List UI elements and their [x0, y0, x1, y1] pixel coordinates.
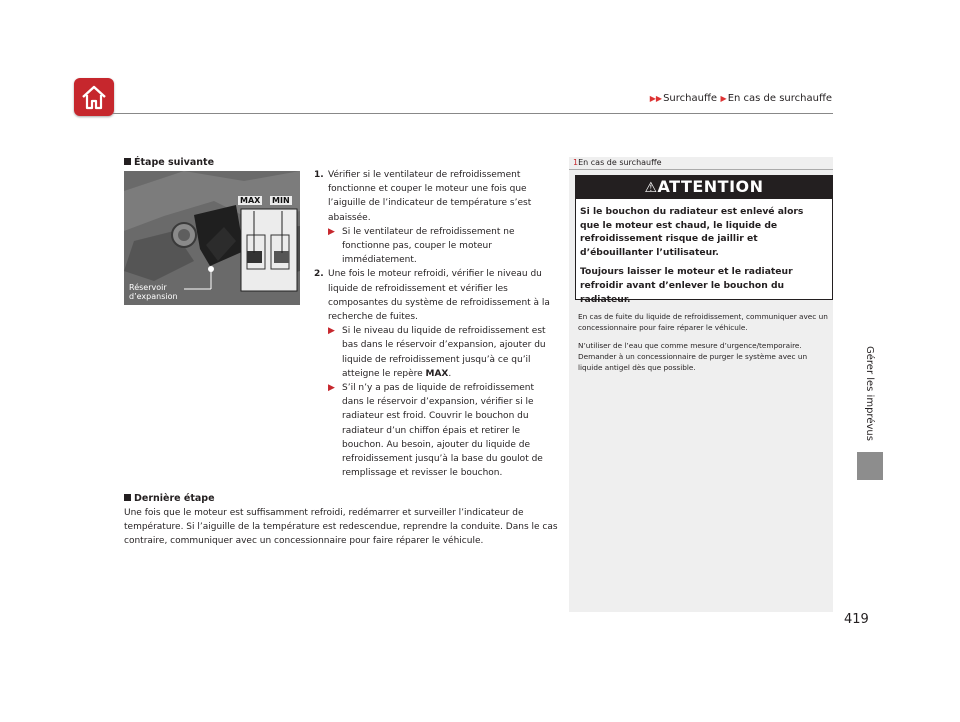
step-2-note-b: ▶ S’il n’y a pas de liquide de refroidissement dans le réservoir d’expansion, vérifier si le radiateur est froid. Couvrir le bouchon du radiateur d’un chiffon épais et retirer le bouchon. Au besoin, ajouter du liquide de refroidissement jusqu’à la base du goulot de remplissage et revisser le bouchon.: [328, 383, 543, 479]
min-label: MIN: [272, 196, 290, 205]
warning-header: ⚠ATTENTION: [575, 175, 833, 199]
chevron-right-icon: ▶: [717, 94, 727, 103]
last-step-text: Une fois que le moteur est suffisamment refroidi, redémarrer et surveiller l’indicateur de température. Si l’aiguille de la température est redescendue, reprendre la conduite. Dans le cas contraire, communiquer avec un concessionnaire pour faire réparer le véhicule.: [124, 508, 558, 547]
home-button[interactable]: [74, 78, 114, 116]
section-heading-next-step: Étape suivante: [124, 157, 214, 168]
triangle-bullet-icon: ▶: [328, 383, 335, 394]
bullet-square-icon: [124, 494, 131, 501]
breadcrumb: [649, 93, 832, 104]
home-icon: [80, 83, 108, 111]
reservoir-label: Réservoir d’expansion: [129, 283, 178, 301]
step-2: 2. Une fois le moteur refroidi, vérifier le niveau du liquide de refroidissement et vérifier les composantes du système de refroidissement à la recherche de fuites.: [314, 269, 550, 323]
page-number: 419: [844, 612, 869, 627]
bullet-square-icon: [124, 158, 131, 165]
engine-bay-photo: [124, 171, 300, 305]
warning-text: Si le bouchon du radiateur est enlevé alors que le moteur est chaud, le liquide de refroidissement risque de jaillir et d’ébouillanter l’utilisateur. Toujours laisser le moteur et le radiateur refroidir avant d’enlever le bouchon du radiateur.: [580, 206, 804, 305]
max-label: MAX: [240, 196, 261, 205]
header-divider: [113, 113, 833, 114]
step-1-note: ▶ Si le ventilateur de refroidissement ne fonctionne pas, couper le moteur immédiatement.: [328, 226, 515, 266]
step-1: 1. Vérifier si le ventilateur de refroidissement fonctionne et couper le moteur une fois que l’aiguille de l’indicateur de température s’est abaissée.: [314, 170, 532, 223]
sidebar-notes: En cas de fuite du liquide de refroidissement, communiquer avec un concessionnaire pour faire réparer le véhicule. N’utiliser de l’eau que comme mesure d’urgence/temporaire. Demander à un concessionnaire de purger le système avec un liquide antigel dès que possible.: [578, 312, 828, 372]
step-2-note-a: ▶ Si le niveau du liquide de refroidissement est bas dans le réservoir d’expansion, ajouter du liquide de refroidissement jusqu’à ce qu’il atteigne le repère MAX.: [328, 326, 546, 379]
chapter-tab-label[interactable]: Gérer les imprévus: [864, 346, 875, 441]
sidebar-title: 1En cas de surchauffe: [573, 158, 662, 167]
section-heading-last-step: Dernière étape: [124, 493, 215, 504]
breadcrumb-current[interactable]: En cas de surchauffe: [727, 93, 832, 104]
sidebar-divider: [569, 169, 833, 170]
chevron-right-icon: ▶▶: [649, 94, 663, 103]
chapter-tab-marker: [857, 452, 883, 480]
breadcrumb-link-overheating[interactable]: Surchauffe: [663, 93, 717, 104]
warning-triangle-icon: ⚠: [644, 180, 658, 196]
steps-list: [314, 168, 554, 480]
triangle-bullet-icon: ▶: [328, 326, 335, 337]
reference-icon: 1: [573, 158, 579, 167]
triangle-bullet-icon: ▶: [328, 226, 335, 237]
